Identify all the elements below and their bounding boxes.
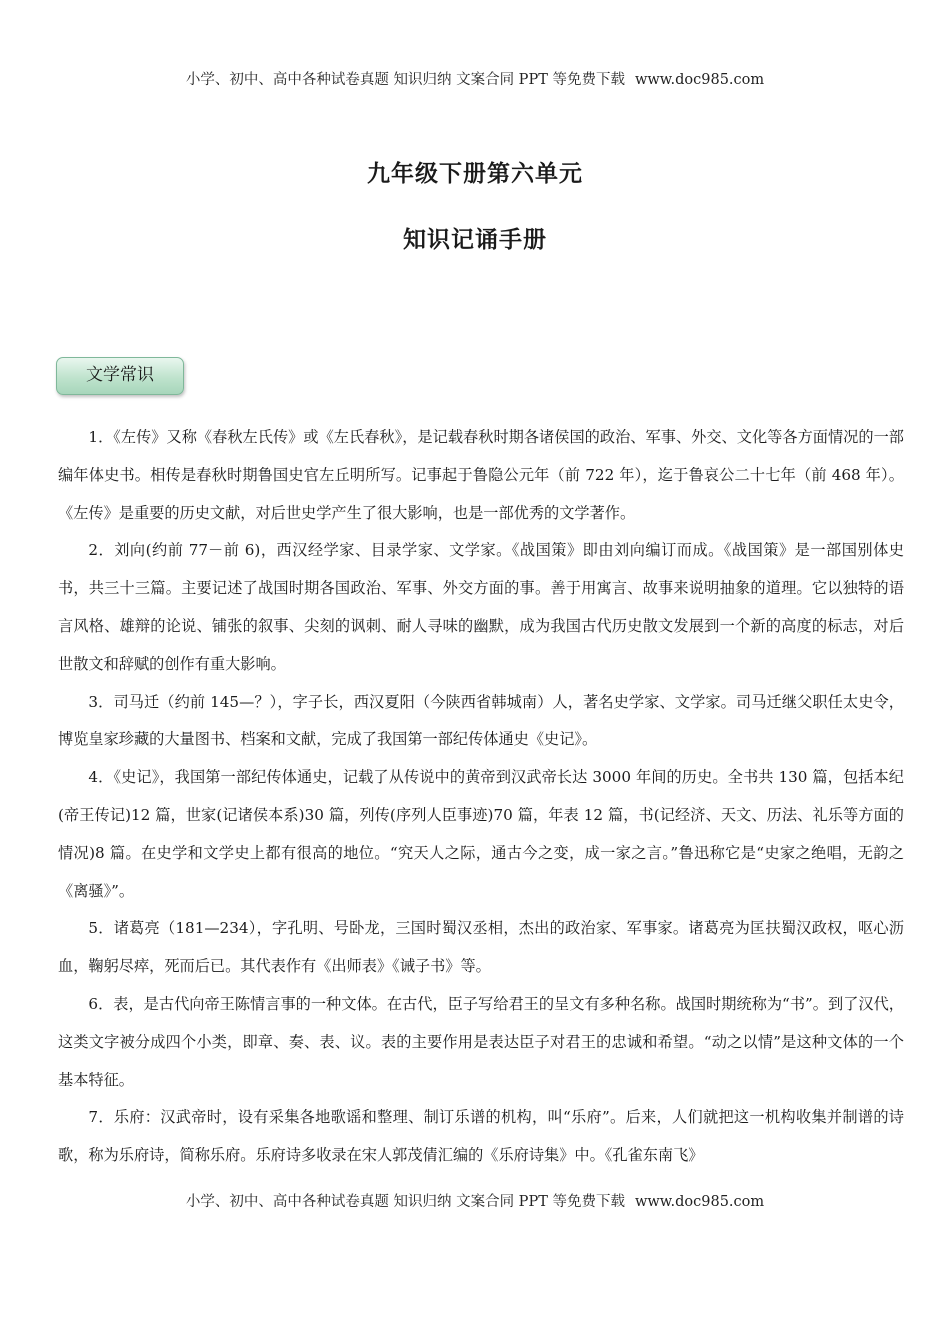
- footer-banner-url[interactable]: www.doc985.com: [634, 1194, 765, 1210]
- page-title: 九年级下册第六单元: [367, 160, 583, 187]
- header-banner-text: 小学、初中、高中各种试卷真题 知识归纳 文案合同 PPT 等免费下载: [185, 72, 625, 88]
- paragraph-1: 1．《左传》又称《春秋左氏传》或《左氏春秋》，是记载春秋时期各诸侯国的政治、军事、外交、文化等各方面情况的一部编年体史书。相传是春秋时期鲁国史官左丘明所写。记事起于鲁隐公元年（前 722 年），迄于鲁哀公二十七年（前 468 年）。《左传》是重要的历史文献，对后世史学产生了很大影响，也是一部优秀的文学著作。: [58, 428, 904, 522]
- paragraph-2: 2．刘向(约前 77－前 6)，西汉经学家、目录学家、文学家。《战国策》即由刘向编订而成。《战国策》是一部国别体史书，共三十三篇。主要记述了战国时期各国政治、军事、外交方面的事。善于用寓言、故事来说明抽象的道理。它以独特的语言风格、雄辩的论说、铺张的叙事、尖刻的讽刺、耐人寻味的幽默，成为我国古代历史散文发展到一个新的高度的标志，对后世散文和辞赋的创作有重大影响。: [58, 541, 904, 673]
- document-body: [58, 419, 904, 1175]
- paragraph-4: 4．《史记》，我国第一部纪传体通史，记载了从传说中的黄帝到汉武帝长达 3000 年间的历史。全书共 130 篇，包括本纪(帝王传记)12 篇，世家(记诸侯本系)30 篇，列传(序列人臣事迹)70 篇，年表 12 篇，书(记经济、天文、历法、礼乐等方面的情况)8 篇。在史学和文学史上都有很高的地位。“究天人之际，通古今之变，成一家之言。”鲁迅称它是“史家之绝唱，无韵之《离骚》”。: [58, 768, 904, 900]
- header-banner: [0, 68, 950, 89]
- footer-banner: [0, 1190, 950, 1211]
- header-banner-url[interactable]: www.doc985.com: [634, 72, 765, 88]
- paragraph-5: 5．诸葛亮（181—234），字孔明、号卧龙，三国时蜀汉丞相，杰出的政治家、军事家。诸葛亮为匡扶蜀汉政权，呕心沥血，鞠躬尽瘁，死而后已。其代表作有《出师表》《诫子书》等。: [58, 919, 904, 976]
- section-tag-literary-knowledge: 文学常识: [56, 357, 184, 395]
- page-subtitle: 知识记诵手册: [403, 226, 547, 253]
- paragraph-6: 6．表，是古代向帝王陈情言事的一种文体。在古代，臣子写给君王的呈文有多种名称。战国时期统称为“书”。到了汉代，这类文字被分成四个小类，即章、奏、表、议。表的主要作用是表达臣子对君王的忠诚和希望。“动之以情”是这种文体的一个基本特征。: [58, 994, 904, 1089]
- paragraph-7: 7．乐府：汉武帝时，设有采集各地歌谣和整理、制订乐谱的机构，叫“乐府”。后来，人们就把这一机构收集并制谱的诗歌，称为乐府诗，简称乐府。乐府诗多收录在宋人郭茂倩汇编的《乐府诗集》中。《孔雀东南飞》: [58, 1108, 904, 1165]
- footer-banner-text: 小学、初中、高中各种试卷真题 知识归纳 文案合同 PPT 等免费下载: [185, 1194, 625, 1210]
- paragraph-3: 3．司马迁（约前 145—？），字子长，西汉夏阳（今陕西省韩城南）人，著名史学家、文学家。司马迁继父职任太史令，博览皇家珍藏的大量图书、档案和文献，完成了我国第一部纪传体通史《史记》。: [58, 692, 904, 749]
